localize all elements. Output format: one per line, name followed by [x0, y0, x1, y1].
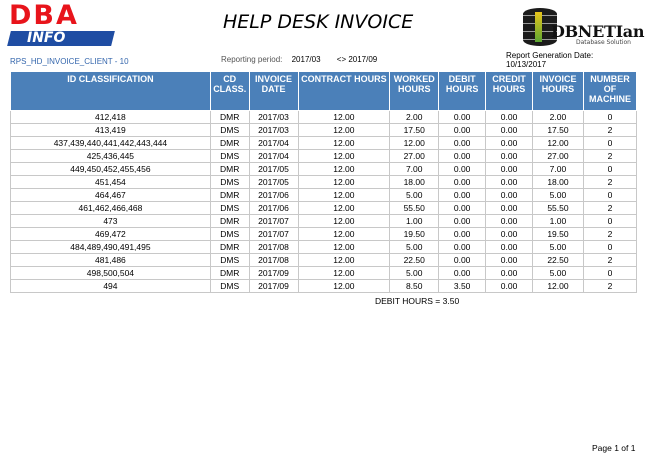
- table-cell: 55.50: [532, 202, 583, 215]
- dba-info-logo: [9, 0, 113, 48]
- table-cell: DMR: [210, 241, 249, 254]
- table-cell: DMS: [210, 150, 249, 163]
- table-cell: 0.00: [486, 228, 533, 241]
- table-cell: 2017/08: [249, 241, 298, 254]
- table-cell: 22.50: [390, 254, 439, 267]
- table-cell: 481,486: [11, 254, 211, 267]
- table-cell: 12.00: [298, 137, 390, 150]
- table-cell: 2017/03: [249, 124, 298, 137]
- table-cell: DMR: [210, 215, 249, 228]
- table-cell: 0: [583, 189, 636, 202]
- table-cell: 12.00: [298, 189, 390, 202]
- table-cell: 0.00: [486, 254, 533, 267]
- table-cell: DMR: [210, 111, 249, 124]
- debit-hours-total: DEBIT HOURS = 3.50: [375, 296, 460, 306]
- table-cell: 0.00: [439, 176, 486, 189]
- generation-label: Report Generation Date:: [506, 51, 594, 60]
- column-header: WORKED HOURS: [390, 72, 439, 111]
- table-cell: 494: [11, 280, 211, 293]
- table-cell: 5.00: [532, 241, 583, 254]
- table-cell: 18.00: [390, 176, 439, 189]
- table-cell: 0.00: [439, 163, 486, 176]
- table-cell: 18.00: [532, 176, 583, 189]
- period-to: <> 2017/09: [336, 55, 378, 64]
- table-cell: 12.00: [298, 111, 390, 124]
- table-cell: 2: [583, 280, 636, 293]
- table-cell: 0.00: [486, 267, 533, 280]
- table-cell: 473: [11, 215, 211, 228]
- table-row: [11, 254, 637, 267]
- table-cell: 0.00: [486, 241, 533, 254]
- table-row: [11, 267, 637, 280]
- table-cell: 0: [583, 137, 636, 150]
- table-cell: 27.00: [390, 150, 439, 163]
- table-cell: 2.00: [390, 111, 439, 124]
- table-cell: 0: [583, 111, 636, 124]
- table-cell: 55.50: [390, 202, 439, 215]
- table-cell: 0.00: [486, 137, 533, 150]
- table-cell: 12.00: [298, 202, 390, 215]
- table-cell: 12.00: [298, 280, 390, 293]
- table-cell: 5.00: [390, 241, 439, 254]
- table-cell: DMR: [210, 137, 249, 150]
- table-cell: 22.50: [532, 254, 583, 267]
- table-row: [11, 280, 637, 293]
- table-cell: 12.00: [298, 254, 390, 267]
- period-from: 2017/03: [291, 55, 321, 64]
- reporting-period: [221, 55, 377, 64]
- table-cell: 27.00: [532, 150, 583, 163]
- table-cell: 469,472: [11, 228, 211, 241]
- table-cell: 412,418: [11, 111, 211, 124]
- column-header: NUMBER OF MACHINE: [583, 72, 636, 111]
- table-cell: DMS: [210, 124, 249, 137]
- table-cell: 0.00: [439, 267, 486, 280]
- column-header: CD CLASS.: [210, 72, 249, 111]
- generation-info: [506, 51, 593, 69]
- table-row: [11, 189, 637, 202]
- table-cell: 1.00: [390, 215, 439, 228]
- table-header-row: [11, 72, 637, 111]
- table-cell: DMS: [210, 254, 249, 267]
- table-cell: 7.00: [390, 163, 439, 176]
- table-cell: 12.00: [298, 241, 390, 254]
- table-cell: 12.00: [298, 228, 390, 241]
- table-cell: 19.50: [390, 228, 439, 241]
- table-cell: 5.00: [390, 189, 439, 202]
- table-cell: 0.00: [486, 176, 533, 189]
- column-header: CREDIT HOURS: [486, 72, 533, 111]
- table-cell: 12.00: [532, 280, 583, 293]
- table-cell: 2017/05: [249, 176, 298, 189]
- table-cell: 0.00: [486, 124, 533, 137]
- column-header: INVOICE DATE: [249, 72, 298, 111]
- table-cell: 2017/08: [249, 254, 298, 267]
- table-cell: 2017/09: [249, 280, 298, 293]
- table-cell: 0.00: [439, 254, 486, 267]
- table-cell: 12.00: [298, 163, 390, 176]
- dbnetian-brand: DBNETIan: [551, 22, 645, 41]
- table-cell: 12.00: [298, 176, 390, 189]
- table-cell: DMS: [210, 176, 249, 189]
- table-cell: 0: [583, 163, 636, 176]
- table-cell: 0.00: [486, 189, 533, 202]
- table-cell: 3.50: [439, 280, 486, 293]
- table-cell: 2017/07: [249, 215, 298, 228]
- table-cell: 2017/03: [249, 111, 298, 124]
- table-cell: 12.00: [390, 137, 439, 150]
- table-cell: 0.00: [439, 189, 486, 202]
- table-cell: 12.00: [298, 124, 390, 137]
- info-logo-bar: [7, 31, 115, 46]
- table-cell: 0.00: [439, 202, 486, 215]
- table-cell: 0: [583, 241, 636, 254]
- table-row: [11, 241, 637, 254]
- table-cell: 8.50: [390, 280, 439, 293]
- table-cell: 0: [583, 267, 636, 280]
- table-cell: 0.00: [439, 241, 486, 254]
- table-cell: 7.00: [532, 163, 583, 176]
- table-cell: 0.00: [486, 163, 533, 176]
- table-cell: DMS: [210, 228, 249, 241]
- table-body: [11, 111, 637, 293]
- table-cell: 2.00: [532, 111, 583, 124]
- table-cell: 0.00: [486, 215, 533, 228]
- table-cell: 437,439,440,441,442,443,444: [11, 137, 211, 150]
- table-cell: 19.50: [532, 228, 583, 241]
- table-cell: 2: [583, 124, 636, 137]
- column-header: CONTRACT HOURS: [298, 72, 390, 111]
- table-cell: 464,467: [11, 189, 211, 202]
- table-cell: 2: [583, 150, 636, 163]
- generation-date: 10/13/2017: [506, 60, 547, 69]
- table-cell: 425,436,445: [11, 150, 211, 163]
- invoice-table: [10, 71, 637, 293]
- table-cell: 2: [583, 228, 636, 241]
- table-cell: DMR: [210, 189, 249, 202]
- table-cell: 0.00: [486, 280, 533, 293]
- report-id: RPS_HD_INVOICE_CLIENT - 10: [10, 57, 129, 66]
- column-header: DEBIT HOURS: [439, 72, 486, 111]
- table-cell: DMS: [210, 202, 249, 215]
- table-cell: 2017/07: [249, 228, 298, 241]
- table-cell: DMS: [210, 280, 249, 293]
- table-cell: 484,489,490,491,495: [11, 241, 211, 254]
- table-cell: 2017/04: [249, 137, 298, 150]
- table-cell: 2017/06: [249, 189, 298, 202]
- table-cell: 0.00: [439, 228, 486, 241]
- table-cell: 2017/04: [249, 150, 298, 163]
- table-cell: 0.00: [439, 215, 486, 228]
- table-cell: 413,419: [11, 124, 211, 137]
- page-title: HELP DESK INVOICE: [223, 11, 414, 33]
- table-cell: 2: [583, 254, 636, 267]
- table-cell: 12.00: [298, 215, 390, 228]
- table-cell: 2017/06: [249, 202, 298, 215]
- period-label: Reporting period:: [221, 55, 283, 64]
- table-cell: 0.00: [439, 150, 486, 163]
- table-cell: 2: [583, 176, 636, 189]
- table-cell: 461,462,466,468: [11, 202, 211, 215]
- table-cell: 5.00: [390, 267, 439, 280]
- table-cell: 451,454: [11, 176, 211, 189]
- table-row: [11, 137, 637, 150]
- table-row: [11, 111, 637, 124]
- table-cell: 2017/05: [249, 163, 298, 176]
- table-cell: 12.00: [298, 267, 390, 280]
- table-row: [11, 215, 637, 228]
- table-cell: 5.00: [532, 189, 583, 202]
- column-header: ID CLASSIFICATION: [11, 72, 211, 111]
- table-cell: 0.00: [439, 111, 486, 124]
- table-cell: 0.00: [486, 202, 533, 215]
- table-row: [11, 150, 637, 163]
- dbnetian-tagline: Database Solution: [576, 39, 631, 46]
- table-cell: 1.00: [532, 215, 583, 228]
- table-row: [11, 176, 637, 189]
- table-row: [11, 202, 637, 215]
- table-cell: 0.00: [486, 150, 533, 163]
- table-row: [11, 124, 637, 137]
- table-cell: 2: [583, 202, 636, 215]
- dba-logo-text: DBA: [9, 0, 79, 31]
- table-cell: 12.00: [298, 150, 390, 163]
- table-cell: 2017/09: [249, 267, 298, 280]
- info-logo-text: INFO: [27, 30, 66, 46]
- table-cell: 0: [583, 215, 636, 228]
- table-cell: 0.00: [439, 124, 486, 137]
- table-cell: 17.50: [390, 124, 439, 137]
- table-cell: 449,450,452,455,456: [11, 163, 211, 176]
- table-cell: 0.00: [486, 111, 533, 124]
- table-cell: 5.00: [532, 267, 583, 280]
- table-cell: DMR: [210, 267, 249, 280]
- column-header: INVOICE HOURS: [532, 72, 583, 111]
- table-row: [11, 163, 637, 176]
- table-cell: 0.00: [439, 137, 486, 150]
- table-cell: 12.00: [532, 137, 583, 150]
- table-row: [11, 228, 637, 241]
- dbnetian-logo: [521, 8, 651, 48]
- table-cell: 498,500,504: [11, 267, 211, 280]
- table-cell: 17.50: [532, 124, 583, 137]
- table-cell: DMR: [210, 163, 249, 176]
- page-indicator: Page 1 of 1: [592, 443, 636, 453]
